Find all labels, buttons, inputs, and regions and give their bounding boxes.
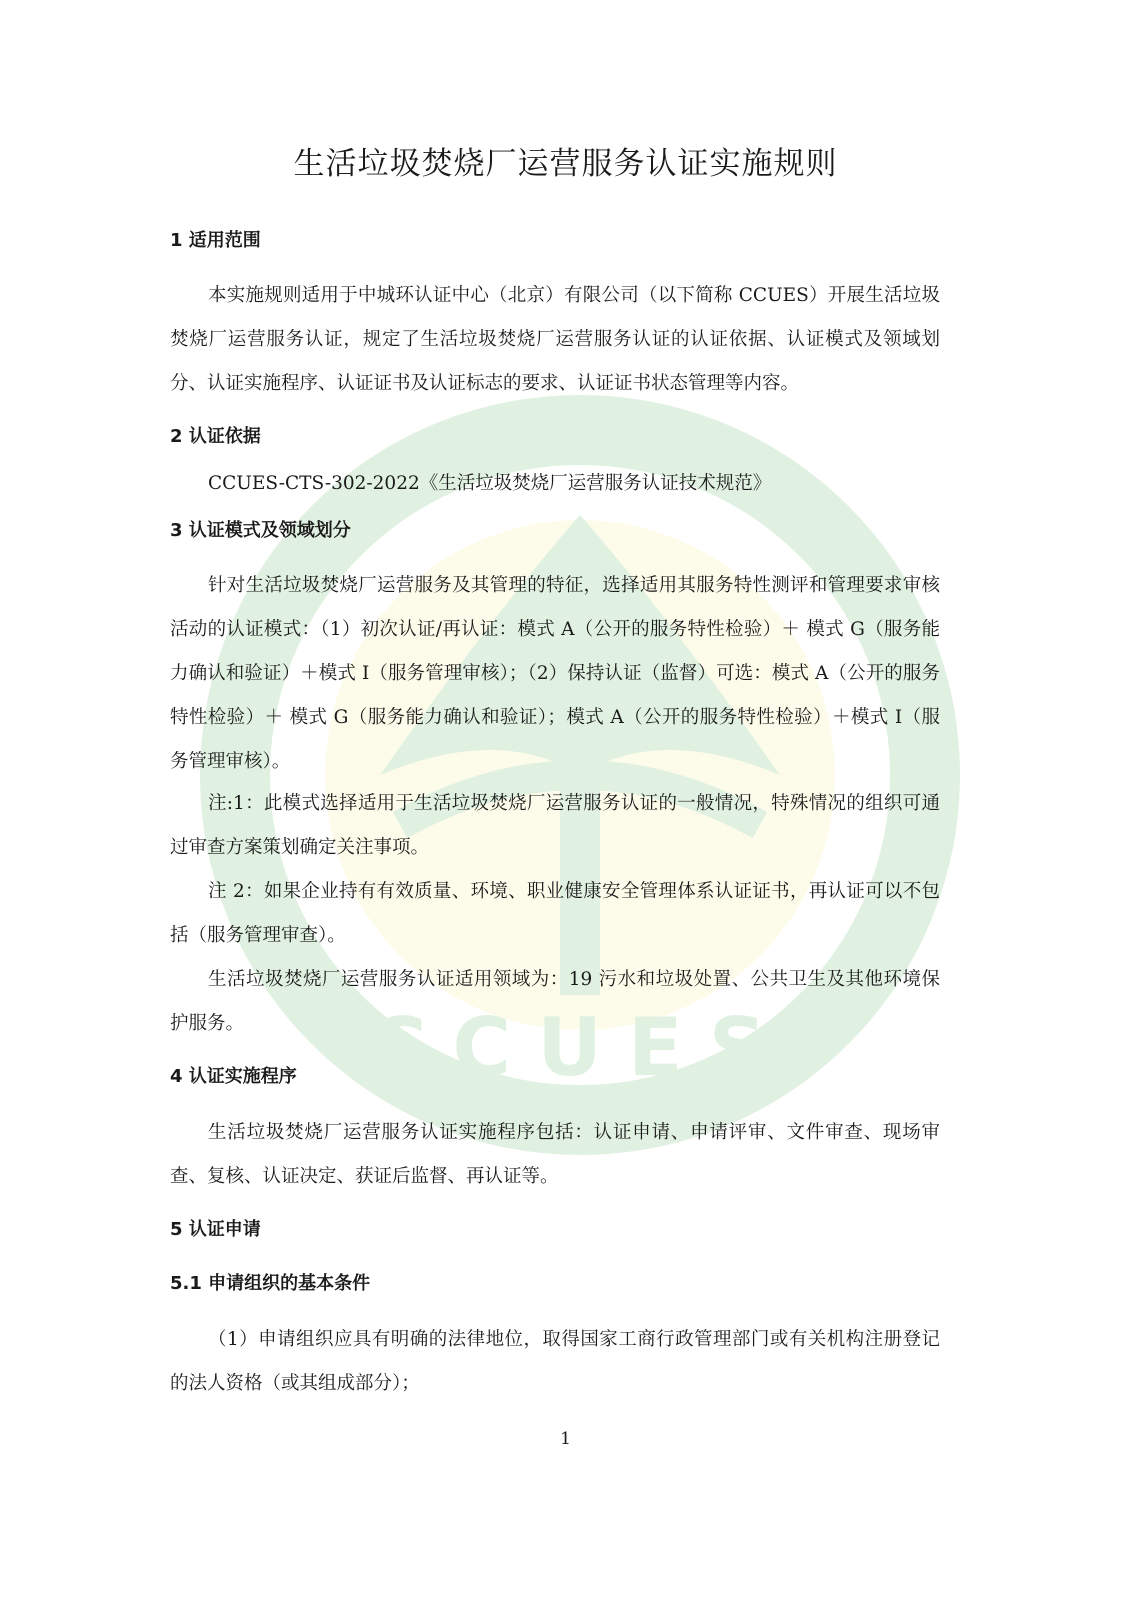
paragraph-procedure: 生活垃圾焚烧厂运营服务认证实施程序包括：认证申请、申请评审、文件审查、现场审查、复核、认证决定、获证后监督、再认证等。 (170, 1122, 940, 1187)
paragraph-basis: CCUES-CTS-302-2022《生活垃圾焚烧厂运营服务认证技术规范》 (208, 473, 772, 494)
paragraph-scope: 本实施规则适用于中城环认证中心（北京）有限公司（以下简称 CCUES）开展生活垃圾焚烧厂运营服务认证，规定了生活垃圾焚烧厂运营服务认证的认证依据、认证模式及领域划分、认证实施程序、认证证书及认证标志的要求、认证证书状态管理等内容。 (170, 285, 940, 394)
section-heading-application: 5 认证申请 (170, 1219, 261, 1240)
paragraph-condition-1: （1）申请组织应具有明确的法律地位，取得国家工商行政管理部门或有关机构注册登记的法人资格（或其组成部分）； (170, 1329, 940, 1394)
paragraph-domain: 生活垃圾焚烧厂运营服务认证适用领域为：19 污水和垃圾处置、公共卫生及其他环境保护服务。 (170, 969, 940, 1034)
paragraph-note-1: 注:1：此模式选择适用于生活垃圾焚烧厂运营服务认证的一般情况，特殊情况的组织可通过审查方案策划确定关注事项。 (170, 793, 940, 858)
section-heading-procedure: 4 认证实施程序 (170, 1066, 297, 1087)
document-title: 生活垃圾焚烧厂运营服务认证实施规则 (293, 146, 838, 182)
section-heading-basic-conditions: 5.1 申请组织的基本条件 (170, 1273, 371, 1294)
watermark-text: CCUES (367, 1001, 793, 1094)
section-heading-basis: 2 认证依据 (170, 426, 261, 447)
paragraph-mode: 针对生活垃圾焚烧厂运营服务及其管理的特征，选择适用其服务特性测评和管理要求审核活动的认证模式：（1）初次认证/再认证：模式 A（公开的服务特性检验）＋ 模式 G（服务能力确认和验证）＋模式 I（服务管理审核）；（2）保持认证（监督）可选：模式 A（公开的服务特性检验）＋ 模式 G（服务能力确认和验证）；模式 A（公开的服务特性检验）＋模式 I（服务管理审核）。 (170, 575, 940, 772)
paragraph-note-2: 注 2：如果企业持有有效质量、环境、职业健康安全管理体系认证证书，再认证可以不包括（服务管理审查）。 (170, 881, 940, 946)
page-number: 1 (560, 1429, 571, 1449)
section-heading-mode: 3 认证模式及领域划分 (170, 520, 351, 541)
section-heading-scope: 1 适用范围 (170, 230, 261, 251)
